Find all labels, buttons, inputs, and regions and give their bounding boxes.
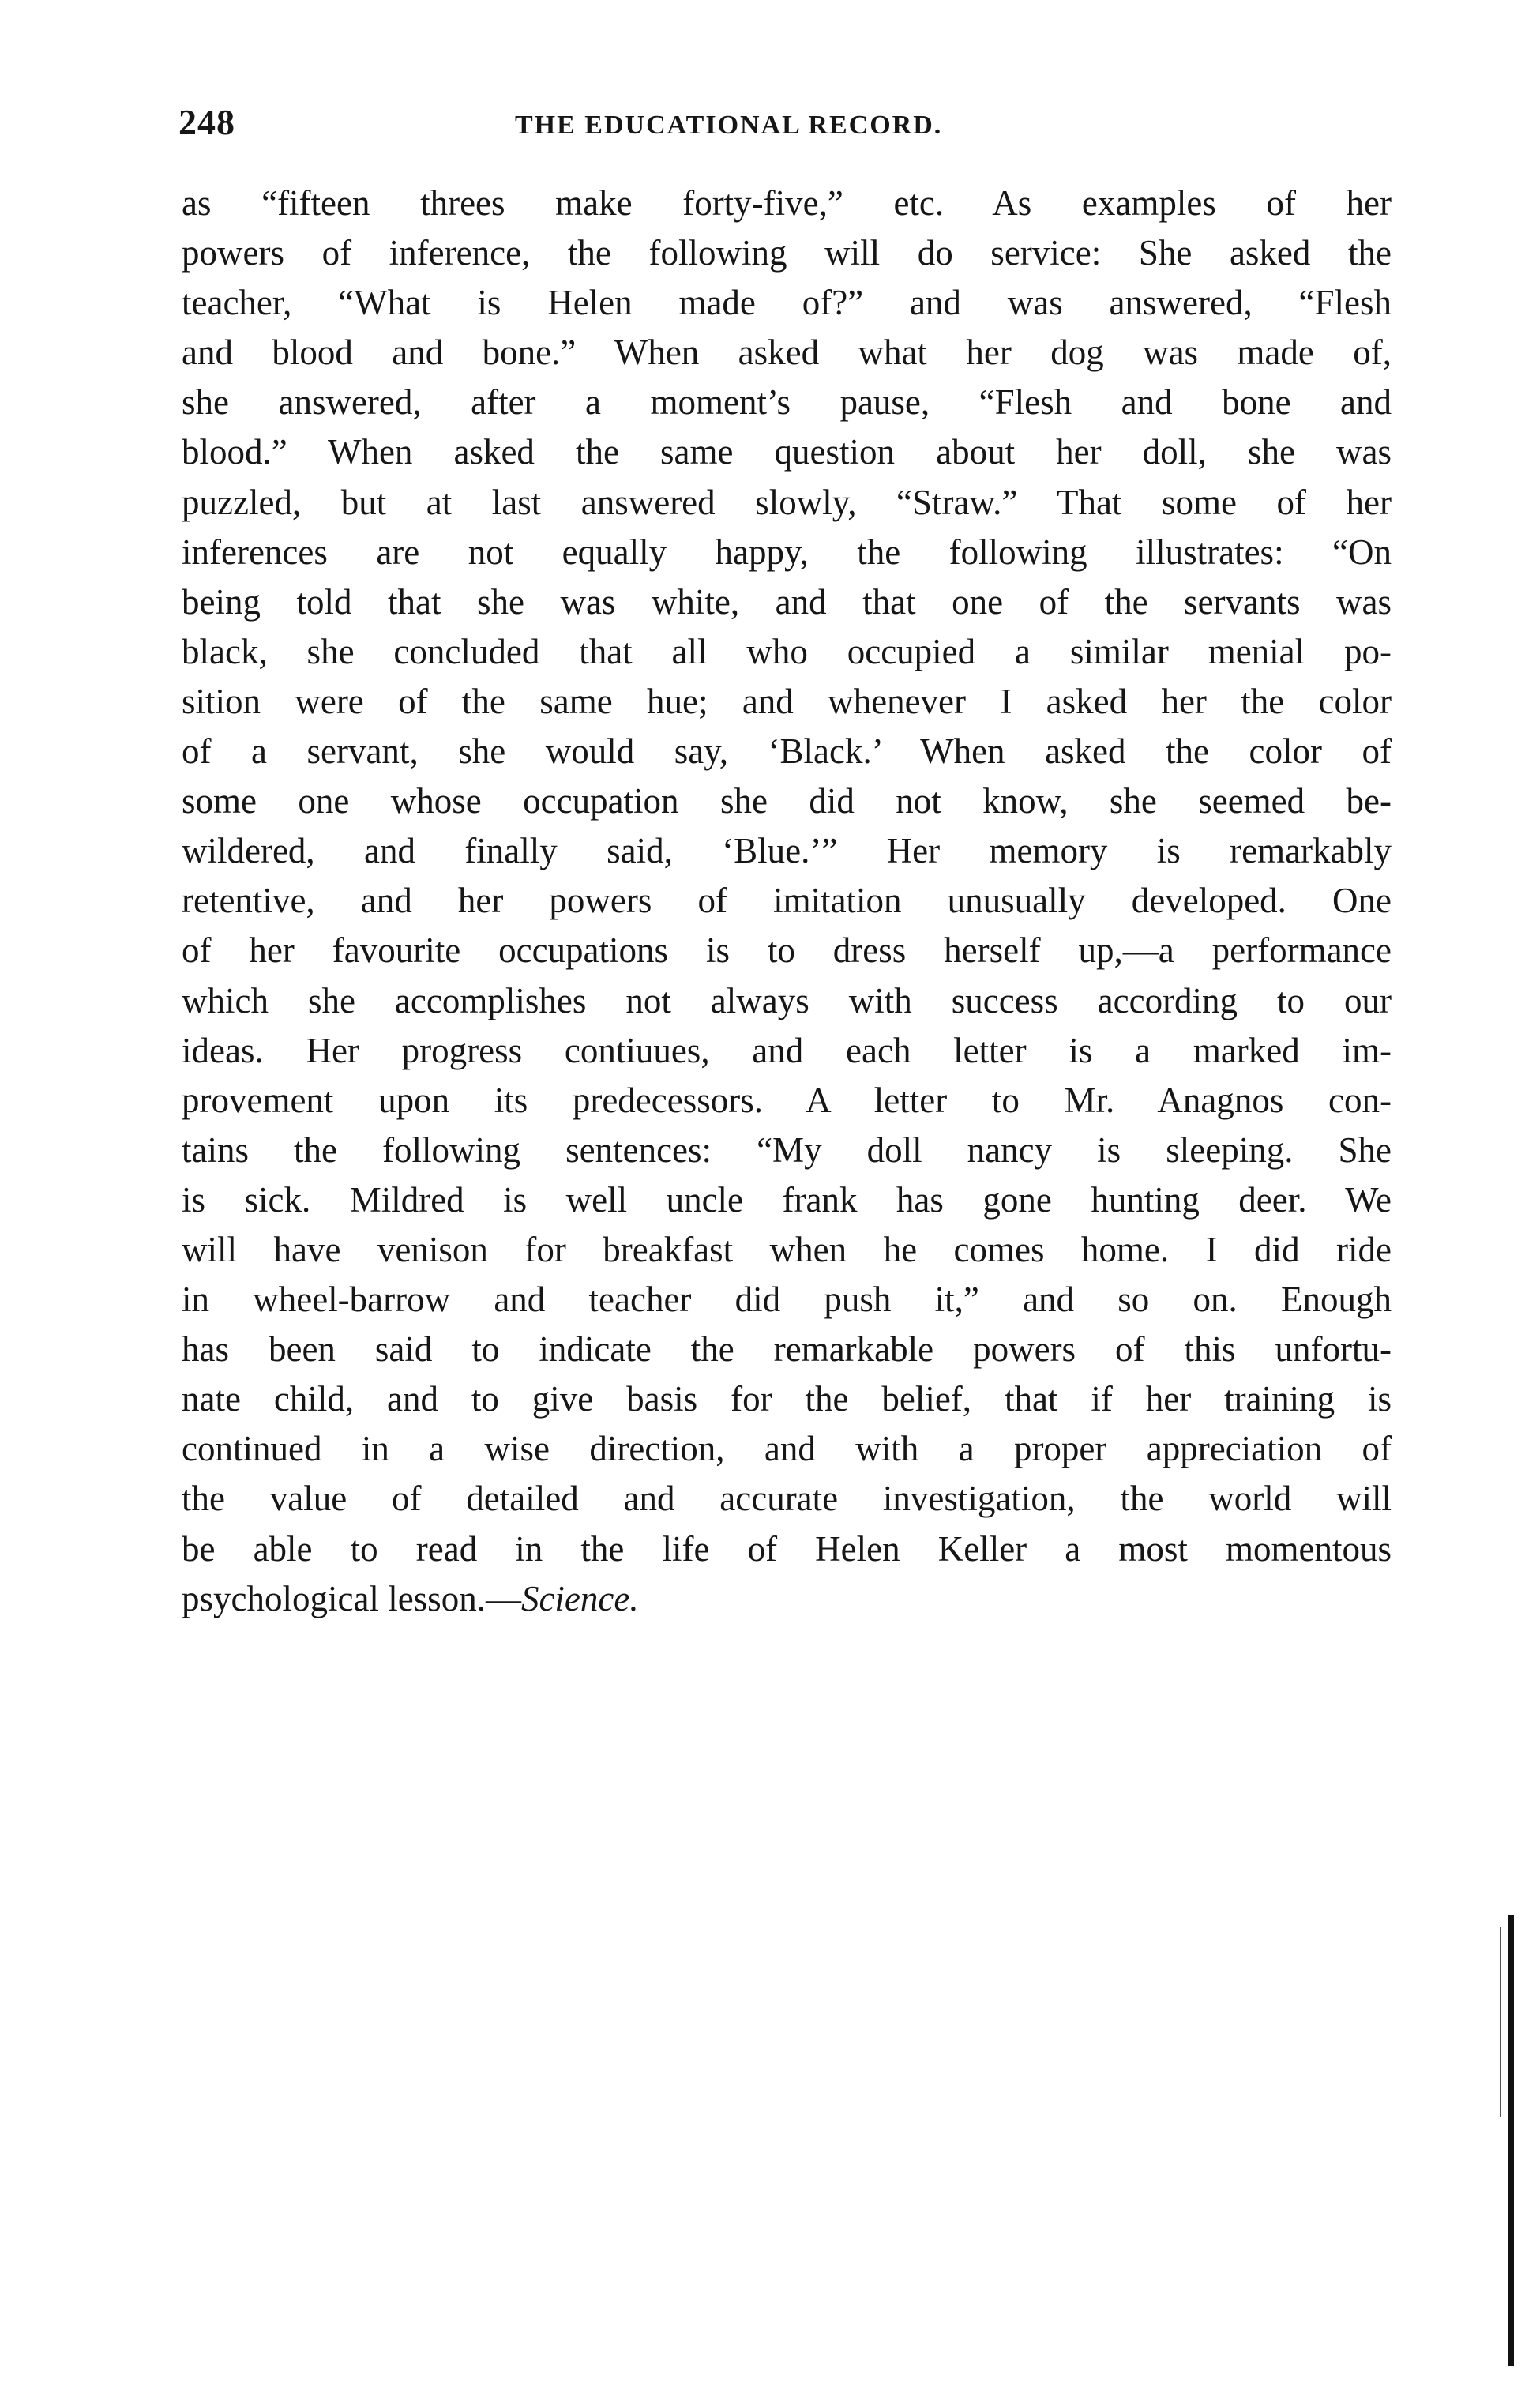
text-line: teacher, “What is Helen made of?” and was answered, “Flesh [182,283,1392,323]
text-line: blood.” When asked the same question about her doll, she was [182,432,1392,472]
text-line: in wheel-barrow and teacher did push it,” and so on. Enough [182,1280,1392,1320]
text-line: which she accomplishes not always with success according to our [182,980,1392,1020]
text-line: she answered, after a moment’s pause, “Flesh and bone and [182,382,1392,423]
text-line-final [182,1574,1392,1624]
text-line: powers of inference, the following will do service: She asked the [182,233,1392,273]
text-line: some one whose occupation she did not know, she seemed be- [182,781,1392,821]
text-line: as “fifteen threes make forty-five,” etc. As examples of her [182,183,1392,223]
text-line: provement upon its predecessors. A letter to Mr. Anagnos con- [182,1080,1392,1120]
text-line: ideas. Her progress contiuues, and each letter is a marked im- [182,1030,1392,1070]
text-line: be able to read in the life of Helen Keller a most momentous [182,1528,1392,1569]
text-line: of a servant, she would say, ‘Black.’ When asked the color of [182,731,1392,772]
running-title: THE EDUCATIONAL RECORD. [515,111,943,140]
text-line: the value of detailed and accurate investigation, the world will [182,1479,1392,1519]
text-line: black, she concluded that all who occupied a similar menial po- [182,631,1392,671]
page-number: 248 [178,102,235,142]
source-citation: Science. [520,1578,639,1618]
text-line: and blood and bone.” When asked what her dog was made of, [182,333,1392,373]
text-line: retentive, and her powers of imitation unusually developed. One [182,881,1392,921]
page-header [178,101,1387,148]
text-line: puzzled, but at last answered slowly, “Straw.” That some of her [182,482,1392,522]
text-line: has been said to indicate the remarkable powers of this unfortu- [182,1329,1392,1370]
final-line-text: psychological lesson.— [182,1578,521,1618]
scan-edge-mark-thin [1500,1927,1501,2117]
body-paragraph [182,179,1392,1758]
text-line: sition were of the same hue; and whenever I asked her the color [182,681,1392,721]
text-line: nate child, and to give basis for the belief, that if her training is [182,1379,1392,1419]
text-line: of her favourite occupations is to dress herself up,—a performance [182,930,1392,971]
text-line: continued in a wise direction, and with a proper appreciation of [182,1429,1392,1469]
text-line: inferences are not equally happy, the following illustrates: “On [182,532,1392,572]
scan-edge-mark [1508,1915,1514,2366]
text-line: is sick. Mildred is well uncle frank has gone hunting deer. We [182,1179,1392,1220]
text-line: wildered, and finally said, ‘Blue.’” Her memory is remarkably [182,831,1392,871]
text-line: tains the following sentences: “My doll nancy is sleeping. She [182,1129,1392,1170]
text-line: will have venison for breakfast when he comes home. I did ride [182,1229,1392,1269]
text-line: being told that she was white, and that one of the servants was [182,581,1392,622]
